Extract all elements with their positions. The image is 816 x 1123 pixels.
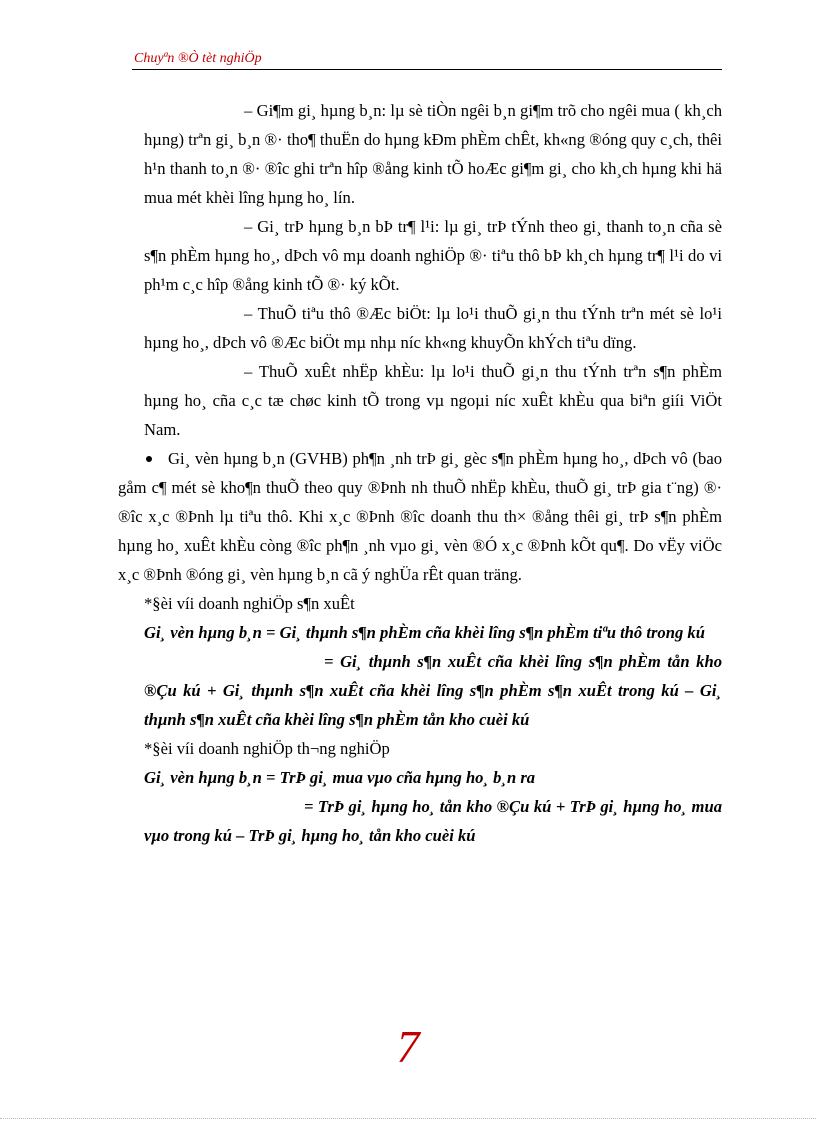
page-number: 7 — [396, 1021, 420, 1072]
formula-cogs-manufacturing: Gi¸ vèn hµng b¸n = Gi¸ thµnh s¶n phÈm cña khèi lîng s¶n phÈm tiªu thô trong kú — [144, 623, 705, 642]
page-header — [132, 45, 722, 70]
paragraph-sales-discount: – Gi¶m gi¸ hµng b¸n: lµ sè tiÒn ngêi b¸n gi¶m trõ cho ngêi mua ( kh¸ch hµng) trªn gi¸ b¸n ®· tho¶ thuËn do hµng kÐm phÈm chÊt, kh«ng ®óng quy c¸ch, thêi h¹n thanh to¸n ®· ®îc ghi trªn hîp ®ång kinh tÕ hoÆc gi¶m gi¸ cho kh¸ch hµng khi hä mua mét khèi lîng hµng ho¸ lín. — [144, 101, 722, 207]
paragraph-cost-of-goods-sold — [118, 444, 722, 589]
section-manufacturing: *§èi víi doanh nghiÖp s¶n xuÊt — [144, 594, 355, 613]
formula-cogs-trading: Gi¸ vèn hµng b¸n = TrÞ gi¸ mua vµo cña hµng ho¸ b¸n ra — [144, 768, 536, 787]
paragraph-sales-returns: – Gi¸ trÞ hµng b¸n bÞ tr¶ l¹i: lµ gi¸ trÞ tÝnh theo gi¸ thanh to¸n cña sè s¶n phÈm hµng ho¸, dÞch vô mµ doanh nghiÖp ®· tiªu thô bÞ kh¸ch hµng tr¶ l¹i do vi ph¹m c¸c hîp ®ång kinh tÕ ®· ký kÕt. — [144, 217, 722, 294]
bottom-divider — [0, 1118, 816, 1119]
document-body — [118, 96, 722, 850]
bullet-icon — [146, 456, 152, 462]
formula-cogs-manufacturing-expanded: = Gi¸ thµnh s¶n xuÊt cña khèi lîng s¶n phÈm tån kho ®Çu kú + Gi¸ thµnh s¶n xuÊt cña khèi lîng s¶n phÈm s¶n xuÊt trong kú – Gi¸ thµnh s¶n xuÊt cña khèi lîng s¶n phÈm tån kho cuèi kú — [144, 652, 722, 729]
formula-cogs-trading-expanded: = TrÞ gi¸ hµng ho¸ tån kho ®Çu kú + TrÞ gi¸ hµng ho¸ mua vµo trong kú – TrÞ gi¸ hµng ho¸ tån kho cuèi kú — [144, 797, 722, 845]
paragraph-cogs-text: Gi¸ vèn hµng b¸n (GVHB) ph¶n ¸nh trÞ gi¸ gèc s¶n phÈm hµng ho¸, dÞch vô (bao gåm c¶ mét sè kho¶n thuÕ theo quy ®Þnh nh thuÕ nhËp khÈu, thuÕ gi¸ trÞ gia t¨ng) ®· ®îc x¸c ®Þnh lµ tiªu thô. Khi x¸c ®Þnh ®îc doanh thu th× ®ång thêi gi¸ trÞ s¶n phÈm hµng ho¸ xuÊt khÈu còng ®îc ph¶n ¸nh vµo gi¸ vèn ®Ó x¸c ®Þnh kÕt qu¶. Do vËy viÖc x¸c ®Þnh ®óng gi¸ vèn hµng b¸n cã ý nghÜa rÊt quan träng. — [118, 449, 722, 584]
paragraph-import-export-tax: – ThuÕ xuÊt nhËp khÈu: lµ lo¹i thuÕ gi¸n thu tÝnh trªn s¶n phÈm hµng ho¸ cña c¸c tæ chøc kinh tÕ trong vµ ngoµi níc xuÊt khÈu qua biªn giíi ViÖt Nam. — [144, 362, 722, 439]
header-title: Chuyªn ®Ò tèt nghiÖp — [134, 51, 262, 66]
section-trading: *§èi víi doanh nghiÖp th¬ng nghiÖp — [144, 739, 390, 758]
paragraph-special-consumption-tax: – ThuÕ tiªu thô ®Æc biÖt: lµ lo¹i thuÕ gi¸n thu tÝnh trªn mét sè lo¹i hµng ho¸, dÞch vô ®Æc biÖt mµ nhµ níc kh«ng khuyÕn khÝch tiªu dïng. — [144, 304, 722, 352]
